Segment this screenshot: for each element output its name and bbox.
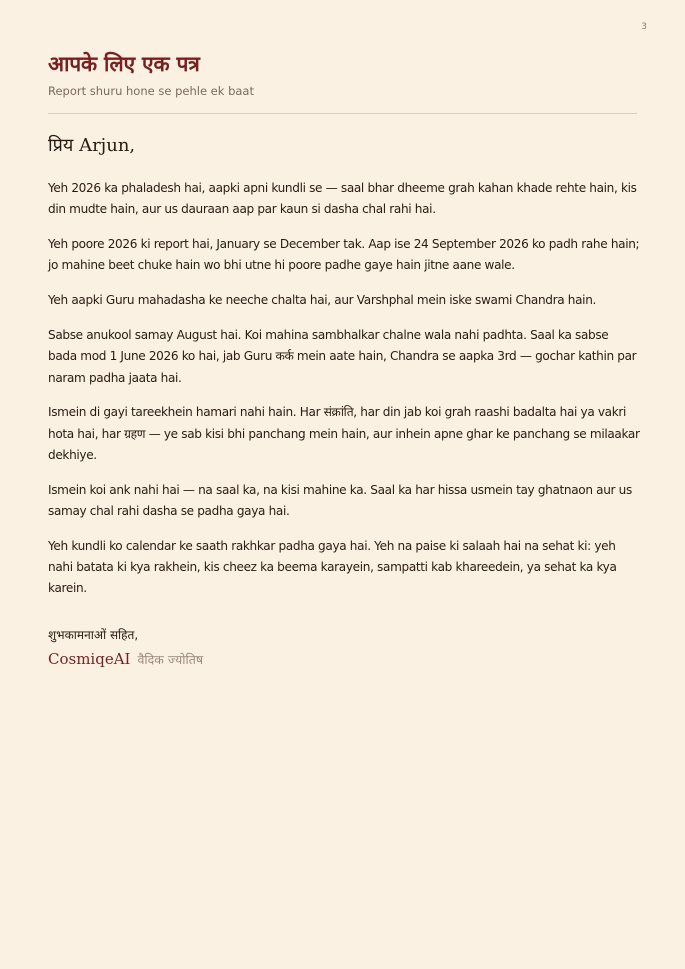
signature-subtitle: वैदिक ज्योतिष [137,651,204,667]
letter-paragraph: Yeh poore 2026 ki report hai, January se December tak. Aap ise 24 September 2026 ko padh rahe hain; jo mahine beet chuke hain wo bhi utne hi poore padhe gaye hain jitne aane wale. [48,237,640,273]
page-subtitle: Report shuru hone se pehle ek baat [48,84,254,98]
salutation: प्रिय Arjun, [48,135,136,156]
letter-paragraph: Yeh 2026 ka phaladesh hai, aapki apni kundli se — saal bhar dheeme grah kahan khade rehte hain, kis din mudte hain, aur us dauraan aap par kaun si dasha chal rahi hai. [48,181,637,217]
letter-paragraph: Yeh kundli ko calendar ke saath rakhkar padha gaya hai. Yeh na paise ki salaah hai na sehat ki: yeh nahi batata ki kya rakhein, kis cheez ka beema karayein, sampatti kab khareedein, ya sehat ka kya karein. [48,538,617,596]
signature [48,647,640,672]
letter-paragraph: Yeh aapki Guru mahadasha ke neeche chalta hai, aur Varshphal mein iske swami Chandra hain. [48,293,597,308]
page-header [48,48,637,100]
letter-closing: शुभकामनाओं सहित, [48,627,139,642]
page-number: 3 [641,22,647,32]
header-divider [48,113,637,114]
signature-brand: CosmiqeAI [48,649,131,668]
letter-paragraph: Sabse anukool samay August hai. Koi mahina sambhalkar chalne wala nahi padhta. Saal ka sabse bada mod 1 June 2026 ko hai, jab Guru कर्क mein aate hain, Chandra se aapka 3rd — gochar kathin par naram padha jaata hai. [48,327,637,385]
letter-body [48,132,640,672]
page-title: आपके लिए एक पत्र [48,51,200,76]
letter-paragraph: Ismein di gayi tareekhein hamari nahi hain. Har संक्रांति, har din jab koi grah raashi badalta hai ya vakri hota hai, har ग्रहण — ye sab kisi bhi panchang mein hain, aur inhein apne ghar ke panchang se milaakar dekhiye. [48,405,640,462]
letter-paragraph: Ismein koi ank nahi hai — na saal ka, na kisi mahine ka. Saal ka har hissa usmein tay ghatnaon aur us samay chal rahi dasha se padha gaya hai. [48,482,632,519]
